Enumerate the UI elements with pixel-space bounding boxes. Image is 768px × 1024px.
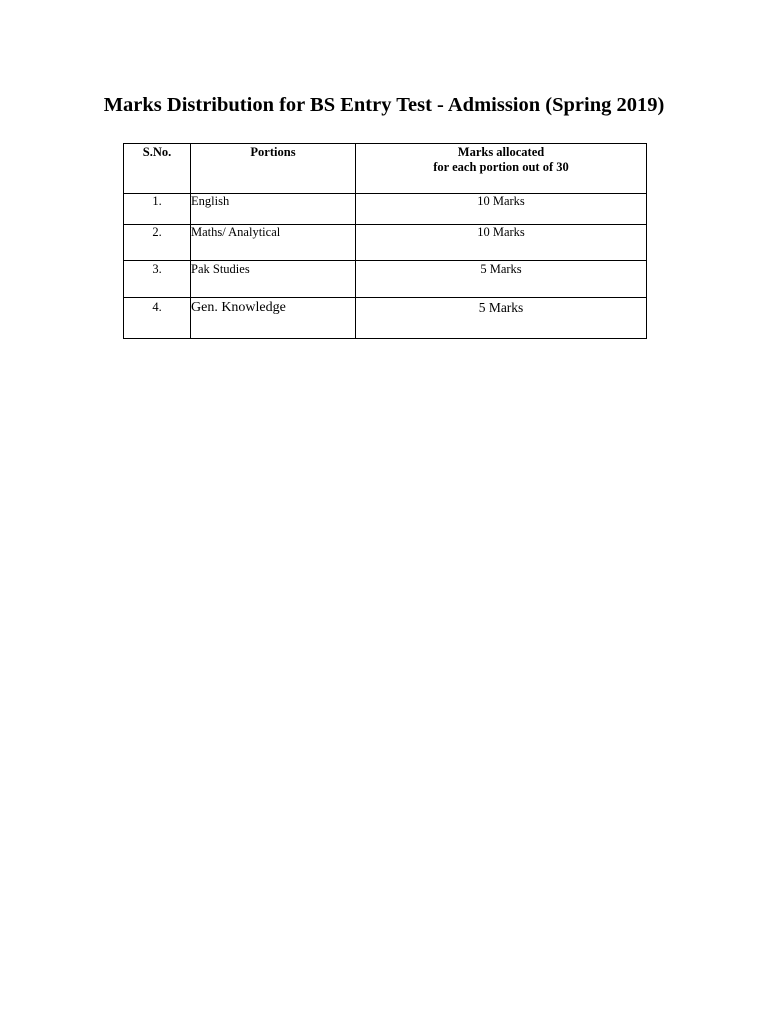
cell-sno: 4. [124, 298, 191, 339]
cell-portion: Pak Studies [191, 261, 356, 298]
table-row [124, 298, 647, 339]
table-row [124, 194, 647, 225]
marks-distribution-table [123, 143, 647, 339]
header-portions: Portions [191, 144, 356, 194]
cell-marks: 5 Marks [356, 261, 647, 298]
cell-marks: 10 Marks [356, 225, 647, 261]
table-row [124, 225, 647, 261]
cell-portion: Gen. Knowledge [191, 298, 356, 339]
cell-marks: 5 Marks [356, 298, 647, 339]
cell-sno: 3. [124, 261, 191, 298]
header-marks [356, 144, 647, 194]
table-row [124, 261, 647, 298]
header-marks-line1: Marks allocated [457, 145, 545, 159]
cell-portion: English [191, 194, 356, 225]
cell-portion: Maths/ Analytical [191, 225, 356, 261]
cell-sno: 1. [124, 194, 191, 225]
document-title: Marks Distribution for BS Entry Test - Admission (Spring 2019) [103, 94, 665, 116]
header-marks-line2: for each portion out of 30 [433, 160, 569, 174]
cell-sno: 2. [124, 225, 191, 261]
cell-marks: 10 Marks [356, 194, 647, 225]
table-header-row [124, 144, 647, 194]
header-sno: S.No. [124, 144, 191, 194]
